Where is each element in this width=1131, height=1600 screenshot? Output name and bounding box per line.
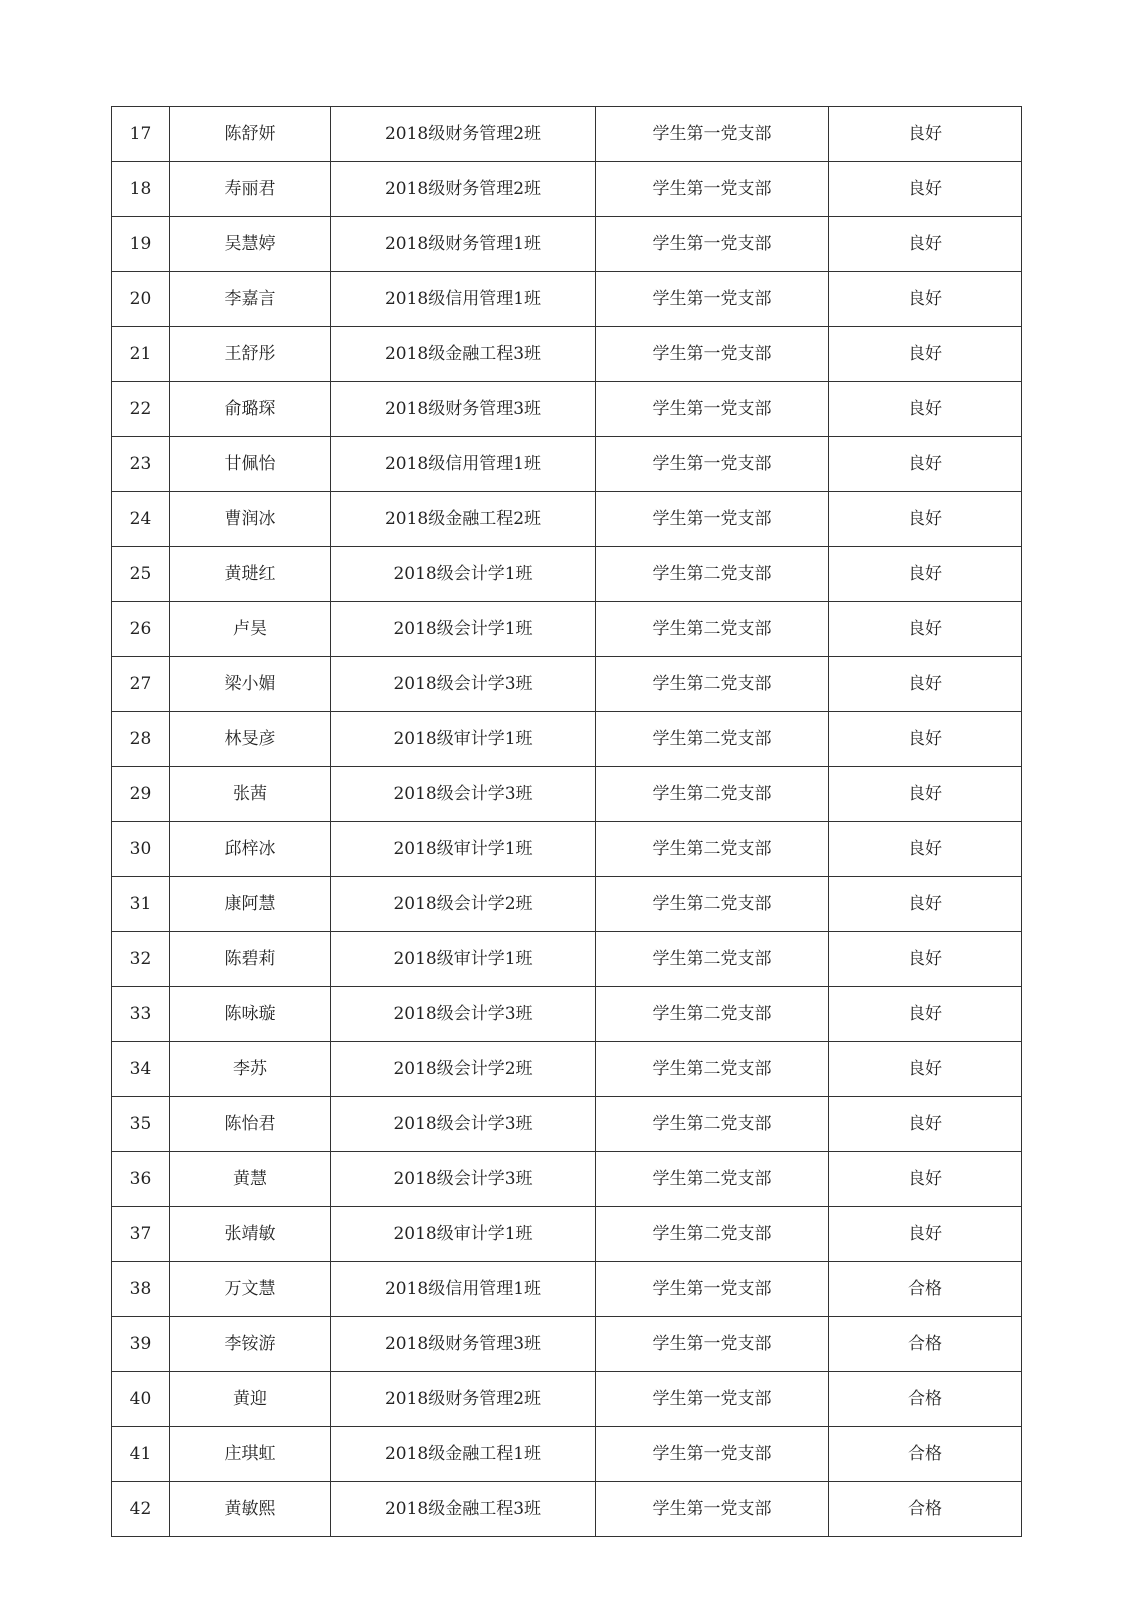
party-branch-cell: 学生第二党支部 xyxy=(596,602,829,657)
student-name-cell: 李铵游 xyxy=(170,1317,331,1372)
evaluation-grade-cell: 良好 xyxy=(829,272,1022,327)
party-branch-cell: 学生第一党支部 xyxy=(596,162,829,217)
party-branch-cell: 学生第二党支部 xyxy=(596,657,829,712)
class-name-cell: 2018级信用管理1班 xyxy=(331,272,596,327)
evaluation-grade-cell: 良好 xyxy=(829,382,1022,437)
row-number-cell: 26 xyxy=(112,602,170,657)
table-row xyxy=(112,217,1022,272)
class-name-cell: 2018级信用管理1班 xyxy=(331,1262,596,1317)
row-number-cell: 35 xyxy=(112,1097,170,1152)
row-number-cell: 24 xyxy=(112,492,170,547)
evaluation-grade-cell: 良好 xyxy=(829,162,1022,217)
party-branch-cell: 学生第二党支部 xyxy=(596,822,829,877)
table-row xyxy=(112,382,1022,437)
class-name-cell: 2018级会计学3班 xyxy=(331,767,596,822)
table-row xyxy=(112,767,1022,822)
party-branch-cell: 学生第二党支部 xyxy=(596,1042,829,1097)
evaluation-grade-cell: 合格 xyxy=(829,1482,1022,1537)
evaluation-grade-cell: 良好 xyxy=(829,107,1022,162)
student-name-cell: 张茜 xyxy=(170,767,331,822)
party-branch-cell: 学生第一党支部 xyxy=(596,437,829,492)
evaluation-grade-cell: 良好 xyxy=(829,657,1022,712)
table-row xyxy=(112,547,1022,602)
party-branch-cell: 学生第一党支部 xyxy=(596,327,829,382)
class-name-cell: 2018级信用管理1班 xyxy=(331,437,596,492)
class-name-cell: 2018级财务管理2班 xyxy=(331,1372,596,1427)
evaluation-grade-cell: 良好 xyxy=(829,217,1022,272)
party-branch-cell: 学生第二党支部 xyxy=(596,987,829,1042)
party-branch-cell: 学生第一党支部 xyxy=(596,492,829,547)
evaluation-grade-cell: 良好 xyxy=(829,602,1022,657)
evaluation-grade-cell: 良好 xyxy=(829,712,1022,767)
row-number-cell: 23 xyxy=(112,437,170,492)
row-number-cell: 25 xyxy=(112,547,170,602)
evaluation-grade-cell: 良好 xyxy=(829,877,1022,932)
row-number-cell: 29 xyxy=(112,767,170,822)
student-name-cell: 卢昊 xyxy=(170,602,331,657)
class-name-cell: 2018级财务管理2班 xyxy=(331,107,596,162)
table-row xyxy=(112,712,1022,767)
table-row xyxy=(112,657,1022,712)
evaluation-grade-cell: 良好 xyxy=(829,767,1022,822)
evaluation-grade-cell: 良好 xyxy=(829,327,1022,382)
class-name-cell: 2018级会计学3班 xyxy=(331,1152,596,1207)
roster-table-body xyxy=(112,107,1022,1537)
student-name-cell: 林旻彦 xyxy=(170,712,331,767)
party-branch-cell: 学生第二党支部 xyxy=(596,767,829,822)
evaluation-grade-cell: 良好 xyxy=(829,492,1022,547)
class-name-cell: 2018级财务管理3班 xyxy=(331,382,596,437)
evaluation-grade-cell: 良好 xyxy=(829,1207,1022,1262)
student-name-cell: 曹润冰 xyxy=(170,492,331,547)
table-row xyxy=(112,492,1022,547)
class-name-cell: 2018级金融工程3班 xyxy=(331,1482,596,1537)
party-branch-cell: 学生第二党支部 xyxy=(596,877,829,932)
table-row xyxy=(112,877,1022,932)
student-name-cell: 甘佩怡 xyxy=(170,437,331,492)
party-branch-cell: 学生第一党支部 xyxy=(596,272,829,327)
table-row xyxy=(112,1482,1022,1537)
student-name-cell: 庄琪虹 xyxy=(170,1427,331,1482)
class-name-cell: 2018级财务管理1班 xyxy=(331,217,596,272)
class-name-cell: 2018级会计学1班 xyxy=(331,602,596,657)
student-name-cell: 黄慧 xyxy=(170,1152,331,1207)
table-row xyxy=(112,602,1022,657)
party-branch-cell: 学生第二党支部 xyxy=(596,547,829,602)
class-name-cell: 2018级财务管理2班 xyxy=(331,162,596,217)
table-row xyxy=(112,272,1022,327)
table-row xyxy=(112,987,1022,1042)
party-branch-cell: 学生第一党支部 xyxy=(596,217,829,272)
row-number-cell: 39 xyxy=(112,1317,170,1372)
student-name-cell: 梁小媚 xyxy=(170,657,331,712)
student-name-cell: 陈碧莉 xyxy=(170,932,331,987)
evaluation-grade-cell: 良好 xyxy=(829,437,1022,492)
table-row xyxy=(112,1152,1022,1207)
evaluation-grade-cell: 良好 xyxy=(829,932,1022,987)
class-name-cell: 2018级金融工程2班 xyxy=(331,492,596,547)
class-name-cell: 2018级金融工程3班 xyxy=(331,327,596,382)
roster-table xyxy=(111,106,1022,1537)
class-name-cell: 2018级审计学1班 xyxy=(331,712,596,767)
row-number-cell: 22 xyxy=(112,382,170,437)
evaluation-grade-cell: 合格 xyxy=(829,1317,1022,1372)
evaluation-grade-cell: 合格 xyxy=(829,1427,1022,1482)
student-name-cell: 吴慧婷 xyxy=(170,217,331,272)
party-branch-cell: 学生第二党支部 xyxy=(596,1152,829,1207)
student-name-cell: 李苏 xyxy=(170,1042,331,1097)
row-number-cell: 40 xyxy=(112,1372,170,1427)
student-name-cell: 陈舒妍 xyxy=(170,107,331,162)
student-name-cell: 张靖敏 xyxy=(170,1207,331,1262)
table-row xyxy=(112,107,1022,162)
student-name-cell: 黄敏熙 xyxy=(170,1482,331,1537)
class-name-cell: 2018级会计学3班 xyxy=(331,1097,596,1152)
row-number-cell: 34 xyxy=(112,1042,170,1097)
party-branch-cell: 学生第二党支部 xyxy=(596,712,829,767)
table-row xyxy=(112,1097,1022,1152)
table-row xyxy=(112,822,1022,877)
party-branch-cell: 学生第二党支部 xyxy=(596,932,829,987)
table-row xyxy=(112,1042,1022,1097)
evaluation-grade-cell: 良好 xyxy=(829,987,1022,1042)
student-name-cell: 陈怡君 xyxy=(170,1097,331,1152)
table-row xyxy=(112,327,1022,382)
row-number-cell: 32 xyxy=(112,932,170,987)
student-name-cell: 俞璐琛 xyxy=(170,382,331,437)
table-row xyxy=(112,932,1022,987)
row-number-cell: 38 xyxy=(112,1262,170,1317)
row-number-cell: 20 xyxy=(112,272,170,327)
evaluation-grade-cell: 合格 xyxy=(829,1262,1022,1317)
row-number-cell: 19 xyxy=(112,217,170,272)
table-row xyxy=(112,437,1022,492)
table-row xyxy=(112,1427,1022,1482)
class-name-cell: 2018级会计学2班 xyxy=(331,1042,596,1097)
student-name-cell: 康阿慧 xyxy=(170,877,331,932)
row-number-cell: 37 xyxy=(112,1207,170,1262)
evaluation-grade-cell: 良好 xyxy=(829,1097,1022,1152)
student-name-cell: 王舒彤 xyxy=(170,327,331,382)
class-name-cell: 2018级审计学1班 xyxy=(331,932,596,987)
row-number-cell: 30 xyxy=(112,822,170,877)
class-name-cell: 2018级会计学3班 xyxy=(331,657,596,712)
class-name-cell: 2018级金融工程1班 xyxy=(331,1427,596,1482)
row-number-cell: 27 xyxy=(112,657,170,712)
class-name-cell: 2018级会计学1班 xyxy=(331,547,596,602)
table-row xyxy=(112,1372,1022,1427)
table-row xyxy=(112,162,1022,217)
row-number-cell: 31 xyxy=(112,877,170,932)
row-number-cell: 28 xyxy=(112,712,170,767)
row-number-cell: 18 xyxy=(112,162,170,217)
student-name-cell: 黄琎红 xyxy=(170,547,331,602)
party-branch-cell: 学生第一党支部 xyxy=(596,1262,829,1317)
table-row xyxy=(112,1262,1022,1317)
row-number-cell: 41 xyxy=(112,1427,170,1482)
row-number-cell: 36 xyxy=(112,1152,170,1207)
party-branch-cell: 学生第一党支部 xyxy=(596,1427,829,1482)
party-branch-cell: 学生第一党支部 xyxy=(596,1317,829,1372)
row-number-cell: 42 xyxy=(112,1482,170,1537)
student-name-cell: 邱梓冰 xyxy=(170,822,331,877)
student-name-cell: 黄迎 xyxy=(170,1372,331,1427)
evaluation-grade-cell: 良好 xyxy=(829,822,1022,877)
class-name-cell: 2018级审计学1班 xyxy=(331,1207,596,1262)
class-name-cell: 2018级审计学1班 xyxy=(331,822,596,877)
evaluation-grade-cell: 良好 xyxy=(829,1152,1022,1207)
row-number-cell: 21 xyxy=(112,327,170,382)
evaluation-grade-cell: 合格 xyxy=(829,1372,1022,1427)
party-branch-cell: 学生第一党支部 xyxy=(596,1482,829,1537)
party-branch-cell: 学生第一党支部 xyxy=(596,1372,829,1427)
class-name-cell: 2018级会计学3班 xyxy=(331,987,596,1042)
party-branch-cell: 学生第二党支部 xyxy=(596,1207,829,1262)
party-branch-cell: 学生第二党支部 xyxy=(596,1097,829,1152)
student-name-cell: 陈咏璇 xyxy=(170,987,331,1042)
table-row xyxy=(112,1317,1022,1372)
evaluation-grade-cell: 良好 xyxy=(829,547,1022,602)
row-number-cell: 33 xyxy=(112,987,170,1042)
party-branch-cell: 学生第一党支部 xyxy=(596,382,829,437)
table-row xyxy=(112,1207,1022,1262)
party-branch-cell: 学生第一党支部 xyxy=(596,107,829,162)
student-name-cell: 万文慧 xyxy=(170,1262,331,1317)
class-name-cell: 2018级财务管理3班 xyxy=(331,1317,596,1372)
student-name-cell: 李嘉言 xyxy=(170,272,331,327)
class-name-cell: 2018级会计学2班 xyxy=(331,877,596,932)
row-number-cell: 17 xyxy=(112,107,170,162)
student-name-cell: 寿丽君 xyxy=(170,162,331,217)
evaluation-grade-cell: 良好 xyxy=(829,1042,1022,1097)
